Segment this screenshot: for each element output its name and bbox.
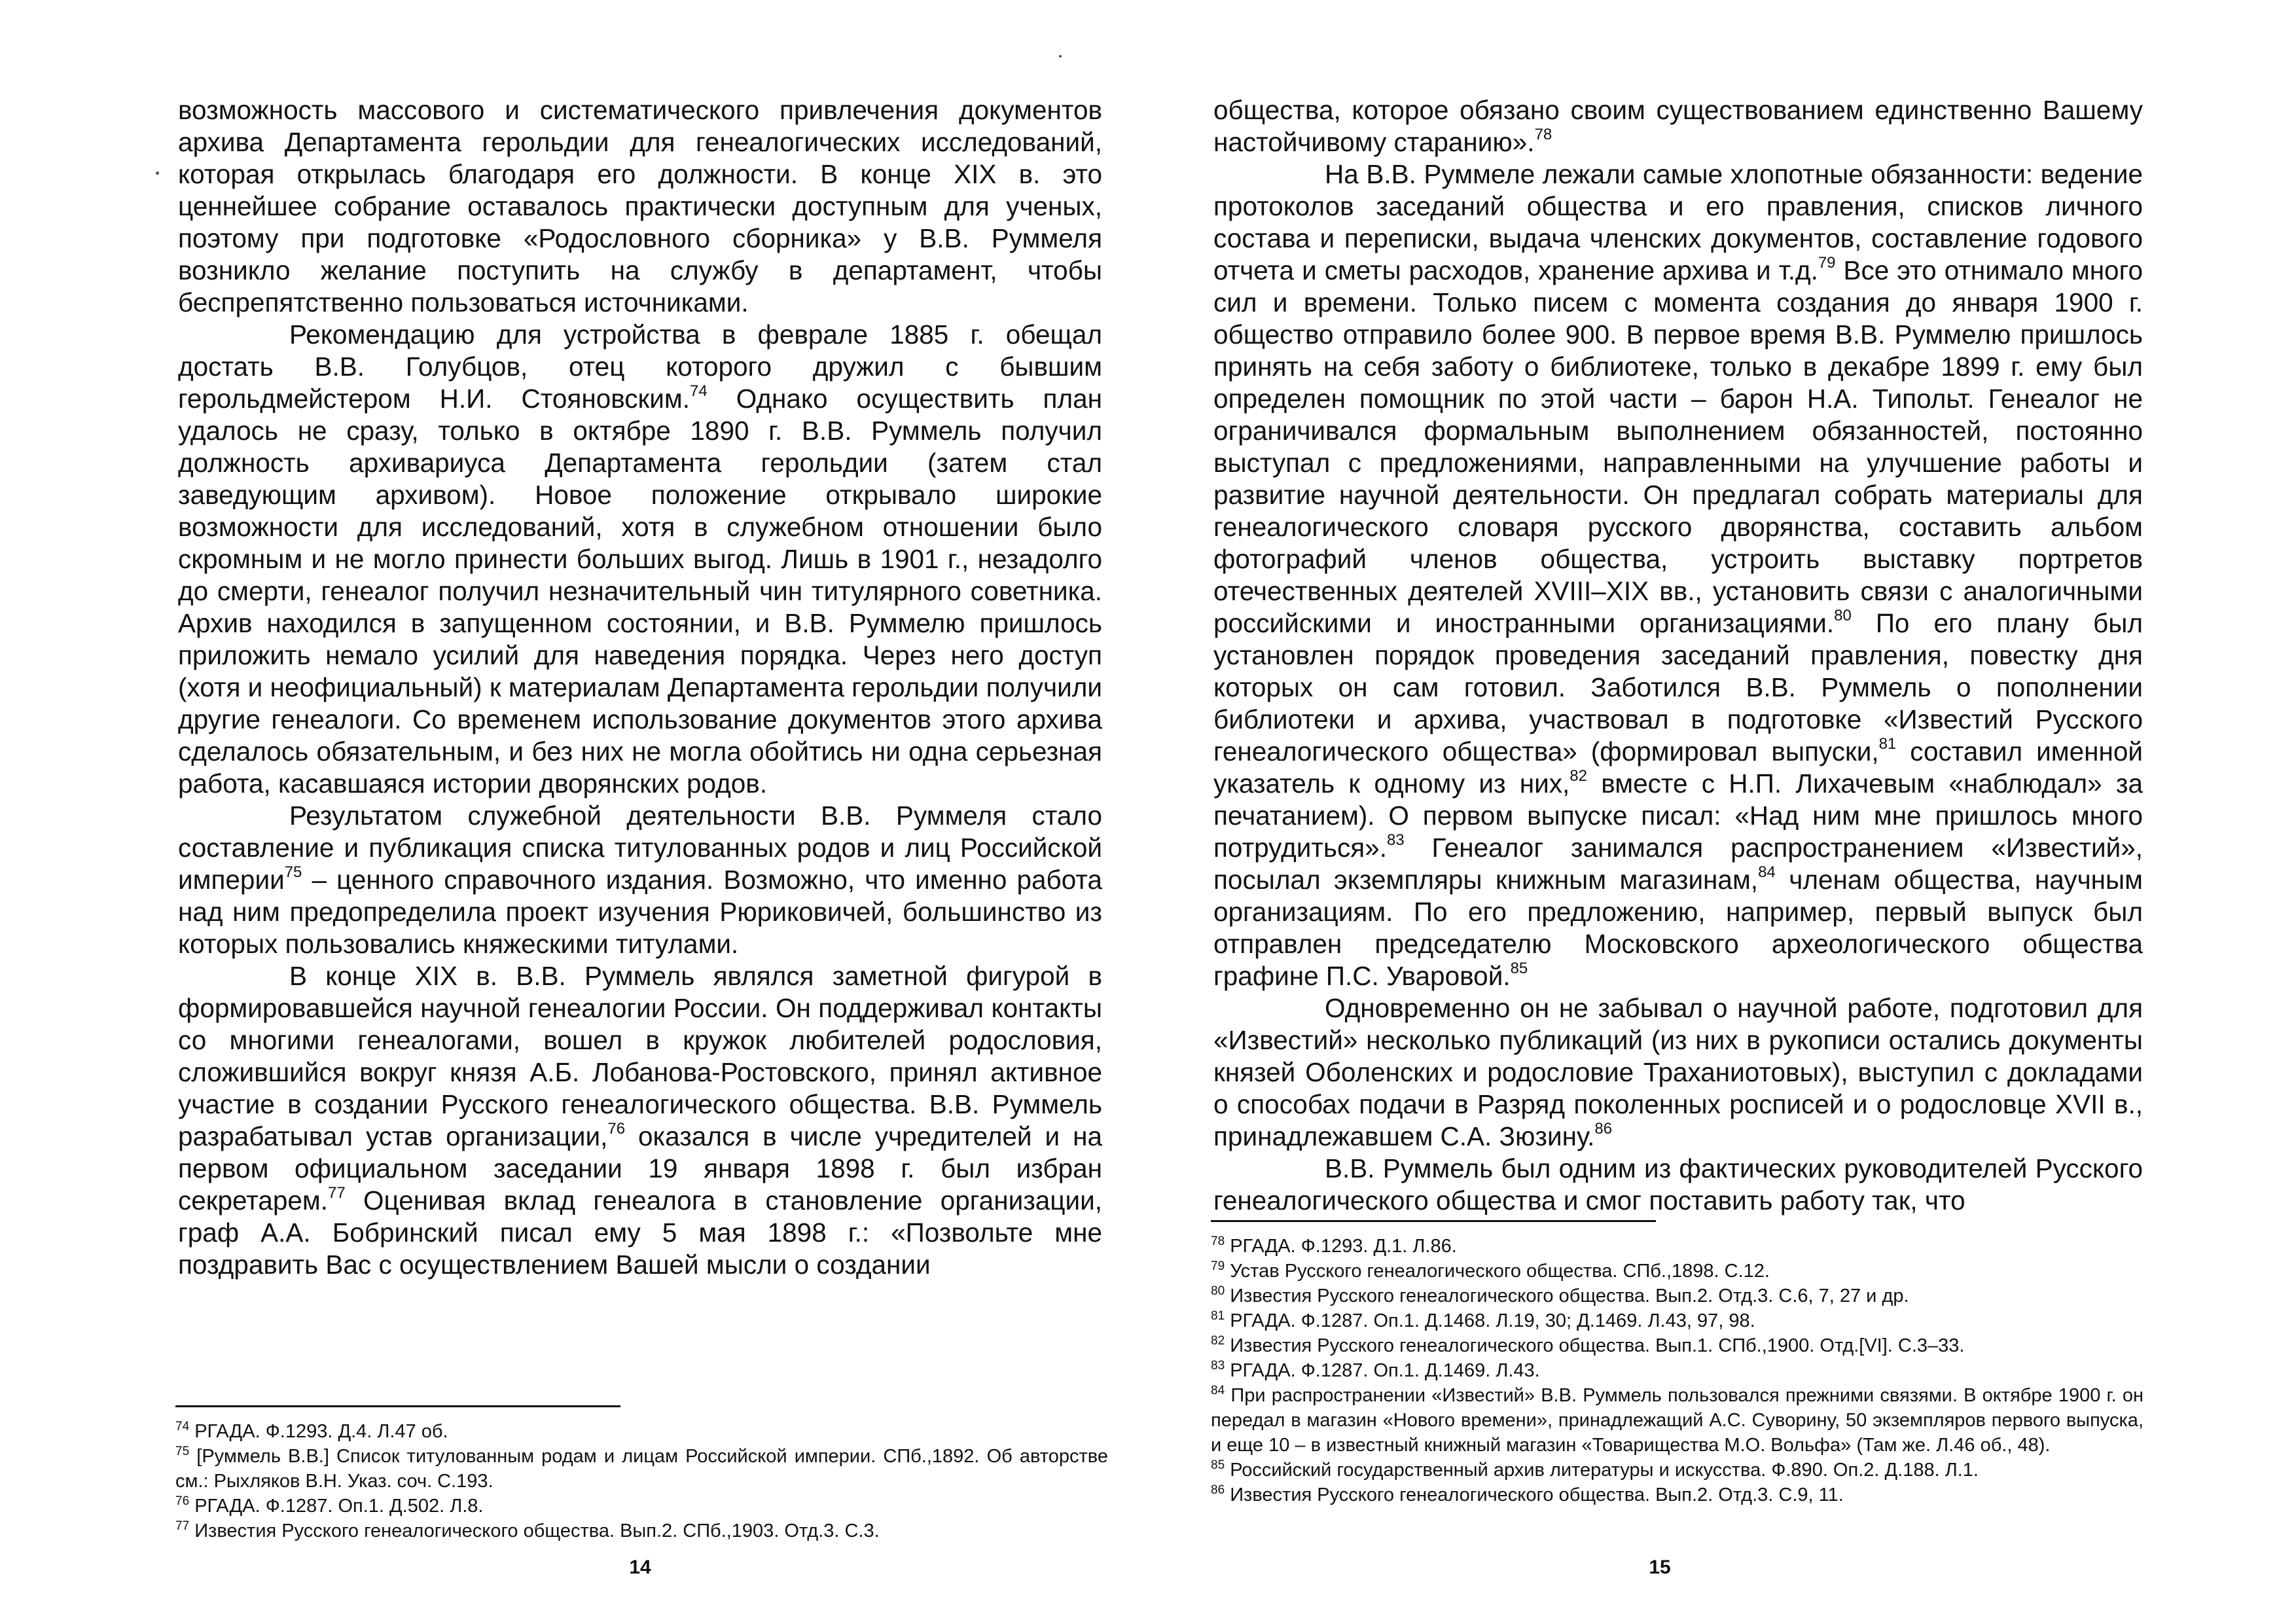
left-body-text xyxy=(178,94,1102,1281)
footnote xyxy=(1211,1259,2144,1284)
paragraph-text: В конце XIX в. В.В. Руммель являлся заметной фигурой в формировавшейся научной генеалогии России. Он поддерживал контакты со многими генеалогами, вошел в кружок любителей родословия, сложившийся вокруг князя А.Б. Лобанова-Ростовского, принял активное участие в создании Русского генеалогического общества. В.В. Руммель разрабатывал устав организации, xyxy=(178,961,1102,1151)
footnote-number: 79 xyxy=(1211,1259,1225,1273)
paragraph-text: членам общества, научным организациям. По его предложению, например, первый выпуск был отправлен председателю Московского археологического общества графине П.С. Уваровой. xyxy=(1213,865,2143,991)
paragraph xyxy=(178,960,1102,1281)
footnote-number: 82 xyxy=(1211,1334,1225,1348)
footnote-ref[interactable]: 82 xyxy=(1570,767,1587,785)
right-page xyxy=(1148,0,2296,1620)
paragraph-text: вместе с Н.П. Лихачевым «наблюдал» за печатанием). О первом выпуске писал: «Над ним мне пришлось много потрудиться». xyxy=(1213,768,2143,863)
paragraph-text: Оценивая вклад генеалога в становление организации, граф А.А. Бобринский писал ему 5 мая 1898 г.: «Позвольте мне поздравить Вас с осуществлением Вашей мысли о создании xyxy=(178,1185,1102,1280)
page-number: 14 xyxy=(629,1557,651,1578)
footnote-text: Известия Русского генеалогического общества. Вып.2. Отд.3. С.9, 11. xyxy=(1230,1485,1844,1505)
footnote-text: Известия Русского генеалогического общества. Вып.2. Отд.3. С.6, 7, 27 и др. xyxy=(1230,1286,1909,1306)
paragraph-text: – ценного справочного издания. Возможно, что именно работа над ним предопределила проект изучения Рюриковичей, большинство из которых пользовались княжескими титулами. xyxy=(178,865,1102,959)
paragraph-text: Генеалог занимался распространением «Известий», посылал экземпляры книжным магазинам, xyxy=(1213,833,2143,895)
paragraph-text: Все это отнимало много сил и времени. Только писем с момента создания до января 1900 г. общество отправило более 900. В первое время В.В. Руммелю пришлось принять на себя заботу о библиотеке, только в декабре 1899 г. ему был определен помощник по этой части – барон Н.А. Типольт. Генеалог не ограничивался формальным выполнением обязанностей, постоянно выступал с предложениями, направленными на улучшение работы и развитие научной деятельности. Он предлагал собрать материалы для генеалогического словаря русского дворянства, составить альбом фотографий членов общества, устроить выставку портретов отечественных деятелей XVIII–XIX вв., установить связи с аналогичными российскими и иностранными организациями. xyxy=(1213,255,2143,638)
footnote xyxy=(1211,1284,2144,1308)
footnote-separator xyxy=(175,1405,620,1407)
scan-speck xyxy=(1059,55,1062,58)
paragraph xyxy=(1213,992,2143,1153)
footnote-separator xyxy=(1211,1220,1656,1222)
right-footnotes xyxy=(1211,1234,2144,1507)
footnote-ref[interactable]: 80 xyxy=(1834,607,1852,624)
footnote xyxy=(1211,1333,2144,1358)
footnote xyxy=(1211,1358,2144,1383)
footnote-ref[interactable]: 78 xyxy=(1534,126,1552,143)
footnote-number: 84 xyxy=(1211,1384,1225,1397)
footnote-number: 78 xyxy=(1211,1234,1225,1248)
footnote-text: Известия Русского генеалогического общества. Вып.1. СПб.,1900. Отд.[VI]. С.3–33. xyxy=(1230,1335,1965,1356)
page-number: 15 xyxy=(1649,1557,1671,1578)
paragraph xyxy=(1213,158,2143,992)
footnote-ref[interactable]: 85 xyxy=(1510,960,1528,977)
footnote xyxy=(175,1519,1108,1543)
footnote xyxy=(1211,1234,2144,1259)
footnote-text: РГАДА. Ф.1287. Оп.1. Д.1468. Л.19, 30; Д.1469. Л.43, 97, 98. xyxy=(1230,1310,1755,1331)
footnote-text: РГАДА. Ф.1287. Оп.1. Д.502. Л.8. xyxy=(194,1496,484,1517)
footnote-number: 77 xyxy=(175,1519,190,1533)
paragraph xyxy=(1213,94,2143,158)
footnote-text: Известия Русского генеалогического общества. Вып.2. СПб.,1903. Отд.3. С.3. xyxy=(194,1521,880,1541)
footnote xyxy=(1211,1383,2144,1458)
footnote-ref[interactable]: 83 xyxy=(1386,831,1405,849)
footnote-text: При распространении «Известий» В.В. Руммель пользовался прежними связями. В октябре 1900 г. он передал в магазин «Нового времени», принадлежащий А.С. Суворину, 50 экземпляров первого выпуска, и еще 10 – в известный книжный магазин «Товарищества М.О. Вольфа» (Там же. Л.46 об., 48). xyxy=(1211,1385,2144,1456)
footnote-ref[interactable]: 74 xyxy=(690,382,708,400)
right-body-text xyxy=(1213,94,2143,1217)
paragraph-text: возможность массового и систематического привлечения документов архива Департамента герольдии для генеалогических исследований, которая открылась благодаря его должности. В конце XIX в. это ценнейшее собрание оставалось практически доступным для ученых, поэтому при подготовке «Родословного сборника» у В.В. Руммеля возникло желание поступить на службу в департамент, чтобы беспрепятственно пользоваться источниками. xyxy=(178,95,1102,317)
footnote-text: РГАДА. Ф.1287. Оп.1. Д.1469. Л.43. xyxy=(1230,1360,1540,1381)
footnote-number: 81 xyxy=(1211,1309,1225,1323)
paragraph-text: В.В. Руммель был одним из фактических руководителей Русского генеалогического общества и смог поставить работу так, что xyxy=(1213,1153,2143,1215)
footnote xyxy=(1211,1458,2144,1483)
footnote-text: РГАДА. Ф.1293. Д.4. Л.47 об. xyxy=(194,1421,448,1442)
footnote-number: 76 xyxy=(175,1494,190,1508)
footnote-ref[interactable]: 81 xyxy=(1878,735,1897,753)
paragraph xyxy=(178,319,1102,800)
scan-speck xyxy=(156,171,159,175)
paragraph-text: Одновременно он не забывал о научной работе, подготовил для «Известий» несколько публикаций (из них в рукописи остались документы князей Оболенских и родословие Траханиотовых), выступил с докладами о способах подачи в Разряд поколенных росписей и о родословце XVII в., принадлежавшем С.А. Зюзину. xyxy=(1213,993,2143,1151)
footnote-number: 75 xyxy=(175,1445,190,1458)
footnote-text: Российский государственный архив литературы и искусства. Ф.890. Оп.2. Д.188. Л.1. xyxy=(1230,1460,1979,1481)
footnote-number: 80 xyxy=(1211,1284,1225,1298)
paragraph-text: На В.В. Руммеле лежали самые хлопотные обязанности: ведение протоколов заседаний общества и его правления, списков личного состава и переписки, выдача членских документов, составление годового отчета и сметы расходов, хранение архива и т.д. xyxy=(1213,159,2143,285)
footnote-number: 85 xyxy=(1211,1458,1225,1472)
footnote xyxy=(175,1419,1108,1444)
footnote xyxy=(1211,1308,2144,1333)
paragraph xyxy=(178,800,1102,960)
footnote-ref[interactable]: 84 xyxy=(1758,863,1776,881)
paragraph xyxy=(178,94,1102,319)
footnote-ref[interactable]: 79 xyxy=(1818,254,1836,272)
footnote-ref[interactable]: 76 xyxy=(607,1120,626,1138)
paragraph xyxy=(1213,1153,2143,1217)
footnote-number: 74 xyxy=(175,1420,190,1433)
paragraph-text: Однако осуществить план удалось не сразу, только в октябре 1890 г. В.В. Руммель получил должность архивариуса Департамента герольдии (затем стал заведующим архивом). Новое положение открывало широкие возможности для исследований, хотя в служебном отношении было скромным и не могло принести больших выгод. Лишь в 1901 г., незадолго до смерти, генеалог получил незначительный чин титулярного советника. Архив находился в запущенном состоянии, и В.В. Руммелю пришлось приложить немало усилий для наведения порядка. Через него доступ (хотя и неофициальный) к материалам Департамента герольдии получили другие генеалоги. Со временем использование документов этого архива сделалось обязательным, и без них не могла обойтись ни одна серьезная работа, касавшаяся истории дворянских родов. xyxy=(178,384,1103,799)
paragraph-text: Результатом служебной деятельности В.В. Руммеля стало составление и публикация списка титулованных родов и лиц Российской империи xyxy=(178,801,1102,895)
paragraph-text: составил именной указатель к одному из них, xyxy=(1213,736,2143,799)
footnote-text: [Руммель В.В.] Список титулованным родам и лицам Российской империи. СПб.,1892. Об авторстве см.: Рыхляков В.Н. Указ. соч. С.193. xyxy=(175,1446,1108,1492)
footnote xyxy=(1211,1483,2144,1507)
paragraph-text: общества, которое обязано своим существованием единственно Вашему настойчивому старанию». xyxy=(1213,95,2143,157)
footnote xyxy=(175,1494,1108,1519)
footnote-number: 86 xyxy=(1211,1483,1225,1497)
footnote-text: РГАДА. Ф.1293. Д.1. Л.86. xyxy=(1230,1236,1457,1257)
footnote-ref[interactable]: 86 xyxy=(1594,1120,1613,1138)
paragraph-text: Рекомендацию для устройства в феврале 1885 г. обещал достать В.В. Голубцов, отец которого дружил с бывшим герольдмейстером Н.И. Стояновским. xyxy=(178,319,1102,414)
left-footnotes xyxy=(175,1419,1108,1543)
paragraph-text: оказался в числе учредителей и на первом официальном заседании 19 января 1898 г. был избран секретарем. xyxy=(178,1121,1102,1215)
footnote xyxy=(175,1444,1108,1494)
paragraph-text: По его плану был установлен порядок проведения заседаний правления, повестку дня которых он сам готовил. Заботился В.В. Руммель о пополнении библиотеки и архива, участвовал в подготовке «Известий Русского генеалогического общества» (формировал выпуски, xyxy=(1213,608,2143,766)
footnote-text: Устав Русского генеалогического общества. СПб.,1898. С.12. xyxy=(1230,1261,1770,1282)
footnote-ref[interactable]: 75 xyxy=(284,863,302,881)
footnote-ref[interactable]: 77 xyxy=(327,1184,346,1202)
footnote-number: 83 xyxy=(1211,1359,1225,1373)
